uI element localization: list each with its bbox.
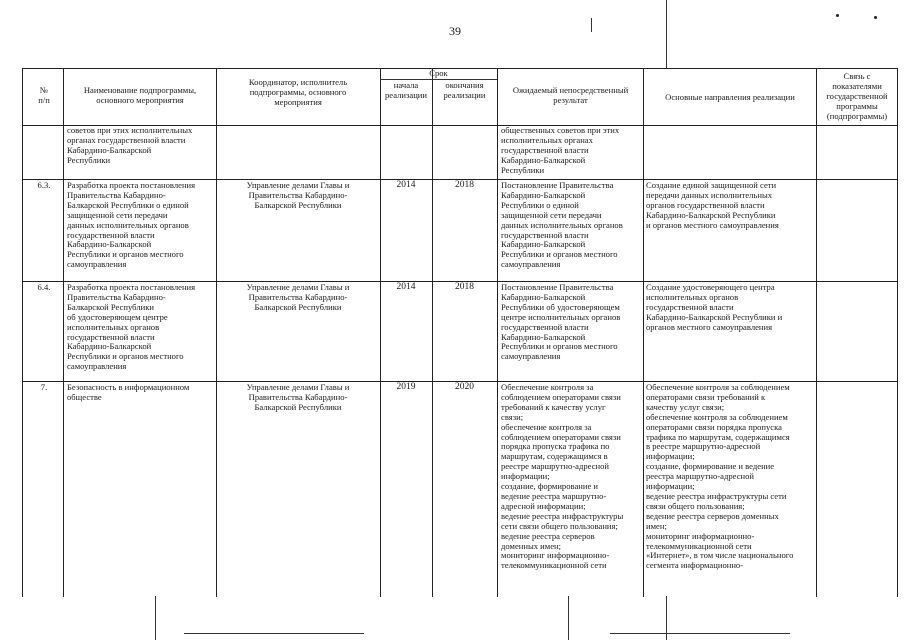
row-3-directions: Обеспечение контроля за соблюдением операторами связи требований к качеству услуг связи; обеспечение контроля за соблюдением операторами связи порядка пропуска трафика по маршрутам, содержащимся в реестре маршрутно-адресной информации; создание, формирование и ведение реестра маршрутно-адресной информации; ведение реестра инфраструктуры сети связи общего пользования; ведение реестра серверов доменных имен; мониторинг информационно- телекоммуникационной сети «Интернет», в том числе национального сегмента информационно- [646, 382, 794, 571]
header-coordinator: Координатор, исполнитель подпрограммы, основного мероприятия [248, 77, 348, 107]
row-2-end: 2018 [455, 282, 474, 292]
row-2-directions: Создание удостоверяющего центра исполнительных органов государственной власти Кабардино-Балкарской Республики и органов местного самоуправления [646, 282, 783, 332]
row-1-directions: Создание единой защищенной сети передачи данных исполнительных органов государственной власти Кабардино-Балкарской Республики и органов местного самоуправления [646, 180, 779, 230]
row-1-start: 2014 [396, 180, 416, 190]
row-2-num: 6.4. [37, 282, 51, 292]
row-1-coordinator: Управление делами Главы и Правительства Кабардино- Балкарской Республики [246, 180, 350, 210]
scan-line [568, 596, 569, 640]
header-term: Срок [429, 68, 448, 78]
header-end: окончания реализации [443, 80, 486, 100]
scan-line [610, 633, 790, 634]
row-1-result: Постановление Правительства Кабардино-Балкарской Республики о единой защищенной сети передачи данных исполнительных органов государственной власти Кабардино-Балкарской Республики и органов местного самоуправления [501, 180, 623, 270]
row-2-name: Разработка проекта постановления Правительства Кабардино- Балкарской Республики об удостоверяющем центре исполнительных органов государственной власти Кабардино-Балкарской Республики и органов местного самоуправления [67, 282, 196, 372]
header-num: № п/п [38, 85, 50, 105]
header-name: Наименование подпрограммы, основного мероприятия [83, 85, 197, 105]
row-1-num: 6.3. [37, 180, 51, 190]
scan-speck [874, 16, 877, 19]
column-rule [432, 69, 433, 597]
row-2-start: 2014 [396, 282, 416, 292]
scan-line [591, 18, 592, 32]
scan-line [184, 633, 364, 634]
row-3-name: Безопасность в информационном обществе [67, 382, 190, 402]
header-directions: Основные направления реализации [665, 92, 795, 102]
row-2-coordinator: Управление делами Главы и Правительства Кабардино- Балкарской Республики [246, 282, 350, 312]
row-3-end: 2020 [455, 382, 474, 392]
column-rule [643, 69, 644, 597]
scan-line [666, 0, 667, 68]
column-rule [497, 69, 498, 597]
row-3-coordinator: Управление делами Главы и Правительства Кабардино- Балкарской Республики [246, 382, 350, 412]
column-rule [63, 69, 64, 597]
column-rule [216, 69, 217, 597]
row-3-num: 7. [40, 382, 48, 392]
scan-line [155, 596, 156, 640]
program-table [22, 68, 898, 597]
page-number: 39 [449, 24, 461, 38]
column-rule [816, 69, 817, 597]
column-rule [380, 69, 381, 597]
row-3-start: 2019 [396, 382, 416, 392]
row-0-name: советов при этих исполнительных органах государственной власти Кабардино-Балкарской Республики [67, 125, 193, 165]
scan-speck [836, 14, 839, 17]
row-2-result: Постановление Правительства Кабардино-Балкарской Республики об удостоверяющем центре исполнительных органов государственной власти Кабардино-Балкарской Республики и органов местного самоуправления [501, 282, 621, 362]
header-result: Ожидаемый непосредственный результат [512, 85, 629, 105]
row-1-end: 2018 [455, 180, 474, 190]
row-0-result: общественных советов при этих исполнительных органах государственной власти Кабардино-Балкарской Республики [501, 125, 620, 175]
header-link: Связь с показателями государственной программы (подпрограммы) [826, 71, 888, 121]
header-start: начала реализации [385, 80, 427, 100]
row-1-name: Разработка проекта постановления Правительства Кабардино- Балкарской Республики о единой защищенной сети передачи данных исполнительных органов государственной власти Кабардино-Балкарской Республики и органов местного самоуправления [67, 180, 196, 270]
row-3-result: Обеспечение контроля за соблюдением операторами связи требований к качеству услуг связи; обеспечение контроля за соблюдением операторами связи порядка пропуска трафика по маршрутам, содержащимся в реестре маршрутно-адресной информации; создание, формирование и ведение реестра маршрутно- адресной информации; ведение реестра инфраструктуры сети связи общего пользования; ведение реестра серверов доменных имен; мониторинг информационно- телекоммуникационной сети [501, 382, 624, 571]
